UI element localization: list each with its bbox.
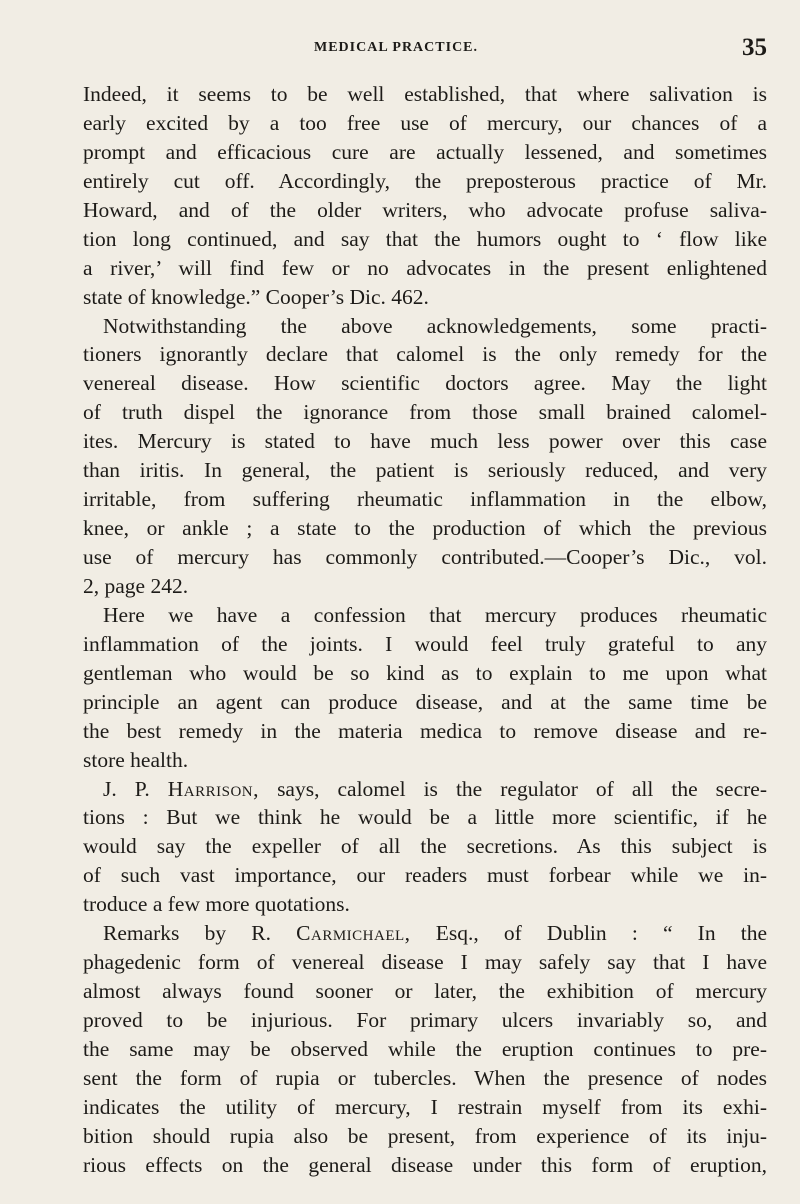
text-line: than iritis. In general, the patient is seriously reduced, and very [83,458,767,483]
text-line: Here we have a confession that mercury produces rheumatic [103,602,767,627]
text-line: ites. Mercury is stated to have much less power over this case [83,429,767,454]
text-line: Indeed, it seems to be well established, that where salivation is [83,82,767,106]
text-line: prompt and efficacious cure are actually lessened, and sometimes [83,139,767,164]
text-line: inflammation of the joints. I would feel truly grateful to any [83,631,767,656]
author-title: Esq., [410,921,504,946]
text-line: the same may be observed while the eruption continues to pre- [83,1036,767,1061]
text-line: tioners ignorantly declare that calomel is the only remedy for the [83,342,767,367]
remarks-prefix: Remarks by R. [103,921,297,946]
text-line: rious effects on the general disease under this form of eruption, [83,1152,767,1177]
text-line: irritable, from suffering rheumatic inflammation in the elbow, [83,487,767,512]
text-line: state of knowledge.” Cooper’s Dic. 462. [83,284,429,309]
text-line: early excited by a too free use of mercury, our chances of a [83,110,767,135]
text-line: the best remedy in the materia medica to remove disease and re- [83,718,767,743]
line-rest: says, calomel is the regulator of all the secre- [277,776,767,801]
text-line: would say the expeller of all the secretions. As this subject is [83,834,767,859]
text-line: a river,’ will find few or no advocates in the present enlightened [83,255,767,280]
text-line [83,919,767,948]
text-line [83,775,767,804]
text-line: troduce a few more quotations. [83,892,350,917]
running-title: MEDICAL PRACTICE. [314,40,479,55]
text-line: entirely cut off. Accordingly, the preposterous practice of Mr. [83,168,767,193]
text-line: of truth dispel the ignorance from those small brained calomel- [83,400,767,425]
text-line: of such vast importance, our readers must forbear while we in- [83,863,767,888]
page-number: 35 [742,34,767,61]
text-line: indicates the utility of mercury, I restrain myself from its exhi- [83,1094,767,1119]
text-line: Howard, and of the older writers, who advocate profuse saliva- [83,197,767,222]
text-line: principle an agent can produce disease, and at the same time be [83,689,767,714]
body-text [83,80,767,1180]
author-prefix: J. P. [103,776,168,801]
text-line: tion long continued, and say that the humors ought to ‘ flow like [83,226,767,251]
text-line: bition should rupia also be present, from experience of its inju- [83,1123,767,1148]
text-line: store health. [83,747,189,772]
text-line: phagedenic form of venereal disease I may safely say that I have [83,950,767,975]
text-line: knee, or ankle ; a state to the production of which the previous [83,516,767,541]
author-name: Carmichael, [296,921,411,946]
text-line: use of mercury has commonly contributed.—Cooper’s Dic., vol. [83,545,767,569]
running-head [0,34,800,64]
text-line: Notwithstanding the above acknowledgements, some practi- [103,313,767,338]
text-line: venereal disease. How scientific doctors agree. May the light [83,371,767,396]
text-line: gentleman who would be so kind as to explain to me upon what [83,660,767,685]
text-line: 2, page 242. [83,573,189,598]
author-name: Harrison, [167,776,260,801]
text-line: almost always found sooner or later, the exhibition of mercury [83,979,767,1004]
line-rest: of Dublin : “ In the [503,921,767,946]
text-line: proved to be injurious. For primary ulcers invariably so, and [83,1008,767,1032]
text-line: sent the form of rupia or tubercles. When the presence of nodes [83,1065,767,1090]
text-line: tions : But we think he would be a little more scientific, if he [83,805,767,830]
